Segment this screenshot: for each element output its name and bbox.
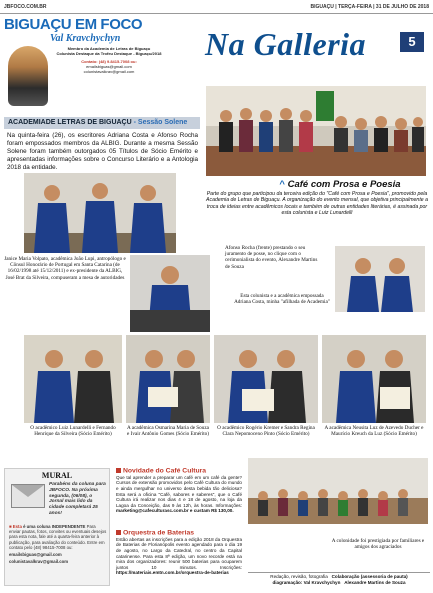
photo-audience xyxy=(248,458,428,524)
caption-rogerio: O acadêmico Rogério Kremer e Sandra Regina Clara Nepomoceno Pinto (Sócio Emérito) xyxy=(217,425,315,438)
news-orquestra xyxy=(116,530,242,576)
credit-line: Membro da Academia de Letras de Biguaçu xyxy=(67,46,151,51)
photo-mesa-autoridades xyxy=(24,173,176,253)
caption-afonso: Afonso Rocha (frente) prestando o seu juramento de posse, no clique com o cerimonialista do evento, Alexandre Martins de Souza xyxy=(225,245,318,270)
square-bullet-icon xyxy=(116,468,121,473)
contact-email[interactable]: colunistavalkrav@gmail.com xyxy=(83,69,135,75)
author-portrait xyxy=(8,46,48,106)
contact-phone: Contato: (48) 9.8415-7008 ou: xyxy=(81,58,137,64)
news-body: Estão abertas as inscrições para a edição 2018 da Orquestra de Baterias de Florianópolis evento agendado para o dia 19 de agosto, no Largo da Catedral, no centro da Capital catarinense. Para esta 8ª edição, um novo recorde está na mira dos organizadores: reunir 500 baterias para ocuparem juntos 10 minutos. Inscrições: xyxy=(116,536,242,570)
column-author: Val Kravchychyn xyxy=(50,33,121,44)
cafe-title: ^ Café com Prosa e Poesia xyxy=(279,179,401,190)
caption-lunardelli: O acadêmico Luiz Lunardelli e Fernando Henrique da Silveira (Sócio Emérito) xyxy=(30,425,116,438)
photo-lunardelli xyxy=(24,335,122,423)
photo-rogerio xyxy=(214,335,318,423)
envelope-icon xyxy=(11,484,45,508)
section-bar xyxy=(4,117,200,129)
mural-box xyxy=(4,468,110,586)
footer-line: Redação, revisão, fotografia Colaboração (assessoria de pauta) xyxy=(270,574,408,579)
mural-email[interactable]: colunistavalkrav@gmail.com xyxy=(9,559,69,565)
mural-email[interactable]: emailsbiguas@gmail.com xyxy=(9,552,62,558)
photo-neusita xyxy=(322,335,426,423)
edition-date: BIGUAÇU | TERÇA-FEIRA | 31 DE JULHO DE 2018 xyxy=(310,4,429,10)
section-subtitle: - Sessão Solene xyxy=(133,119,188,126)
caption-colonidade: A colonidade foi prestigiada por familiares e amigos dos agraciados xyxy=(331,538,425,551)
column-masthead xyxy=(4,16,166,112)
caret-icon: ^ xyxy=(279,179,285,190)
cafe-caption: Parte do grupo que participou da terceira edição do "Café com Prosa e Poesia", promovido pela Academia de Letras de Biguaçu. A organização do evento mensal, que objetiva principalmente a troca de ideias entre acadêmicos locais e também de outras entidades literárias, é assinada por esta colunista e Luiz Lunardelli xyxy=(206,191,428,216)
page-title: Na Galleria xyxy=(205,26,367,62)
mural-text: Para enviar pautas, fotos, convites ou eventuais desejos para esta nota, fale até a quarta-feira anterior à publicação, para avaliação do conteúdo. Entre em contato pelo (48) 98415-7008 ou: xyxy=(9,524,107,550)
academia-article: Na quinta-feira (26), os escritores Adriana Costa e Afonso Rocha foram empossados membros da ALBIG. Durante a mesma Sessão Solene foram também outorgados 05 Títulos de Sócio Emérito e apresentadas informações sobre o Concurso Literário e a Antologia 2018 da entidade. xyxy=(7,132,198,171)
news-link[interactable]: marketing@cafeculturasc.com.br e custam R$ 130,00. xyxy=(116,508,234,514)
photo-adriana-costa xyxy=(335,246,425,312)
page-number: 5 xyxy=(400,32,424,52)
news-title: Novidade do Café Cultura xyxy=(116,468,242,474)
caption-neusita: A acadêmica Neusita Luz de Azevedo Ducher e Maurício Kreuch da Luz (Sócio Emérito) xyxy=(324,425,424,438)
author-credits xyxy=(52,46,166,74)
mural-note: Parabéns da coluna para JBFOCO. Na próxima segunda, (06/08), o Jornal mais lido da cidade completará 25 anos! xyxy=(49,482,106,516)
credit-line: Colunista Destaque da Trofeu Destaque - Biguaçu/2018 xyxy=(56,51,162,57)
footer-line: diagramação: Val Kravchychyn Alexandre Martins de Souza xyxy=(272,580,406,585)
caption-janice: Janice Maria Volpato, acadêmica João Lupi, antropólogo e Cônsul Honorário de Portugal em Santa Catarina (de 16/02/1998 até 15/12/2011) e ex-presidente da ALBIG, José Brat da Silveira, compuseram a mesa de autoridades xyxy=(4,256,126,281)
top-strip xyxy=(0,0,433,14)
photo-afonso-juramento xyxy=(130,255,210,332)
contact-email[interactable]: emailsbiguas@gmail.com xyxy=(86,63,132,69)
column-brand: BIGUAÇU EM FOCO xyxy=(4,16,143,33)
square-bullet-icon xyxy=(116,530,121,535)
section-title: ACADEMIADE LETRAS DE BIGUAÇU xyxy=(8,119,132,126)
caption-osmarina: A acadêmica Osmarina Maria de Souza e Ivair Antônio Gomes (Sócio Emérito) xyxy=(127,425,209,438)
photo-osmarina xyxy=(126,335,210,423)
site-url: JBFOCO.COM.BR xyxy=(4,4,47,10)
group-photo-cafe xyxy=(206,86,426,176)
news-cafe-cultura xyxy=(116,468,242,514)
mural-label-head: é uma coluna INDEPENDENTE xyxy=(23,524,86,529)
credits-footer xyxy=(248,572,430,586)
news-link[interactable]: https://materiais.emtn.com.br/orquestra-de-baterias xyxy=(116,570,229,576)
mural-label: ■ Esta xyxy=(9,524,22,529)
caption-adriana: Esta colunista e a acadêmica empossada Adriana Costa, minha "afilhada de Academia" xyxy=(234,293,330,306)
mural-info xyxy=(9,524,107,564)
mural-title: MURAL xyxy=(41,471,73,480)
news-title: Orquestra de Baterias xyxy=(116,530,242,536)
news-body: Que tal aprender a preparar um café em um café da gente? Cursos de extensão promovidos pelo Café Cultura do mundo e ainda mergulhar no universo desta bebida tão deliciosa? Esta será a oficina "Café, sabores e saberes", que o Café Cultura irá realizar nos dias 4 e 18 de agosto, na loja da Lagoa da Conceição, das 9 às 12h, às horas. Informações: xyxy=(116,474,242,508)
